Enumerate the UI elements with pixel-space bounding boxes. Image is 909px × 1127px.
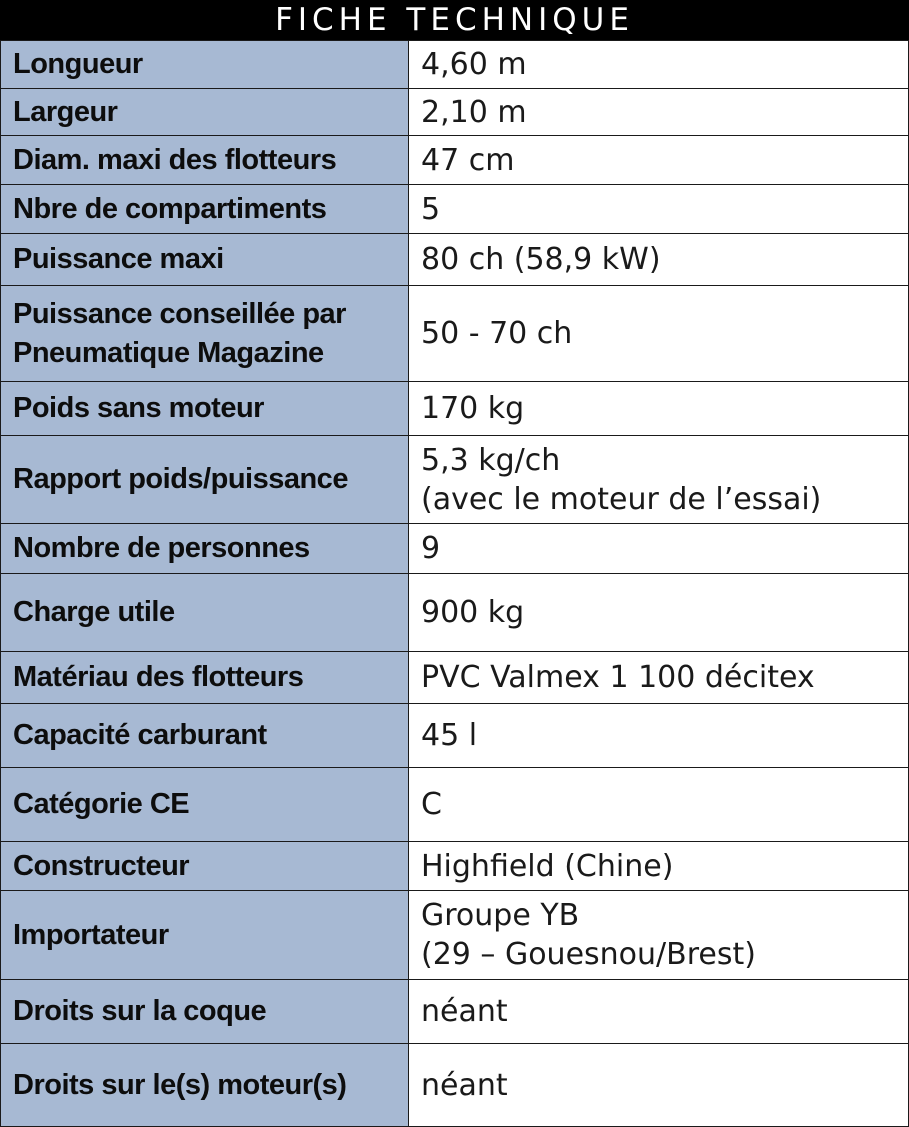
row-label: Poids sans moteur (1, 382, 409, 436)
sheet-title: FICHE TECHNIQUE (0, 0, 909, 40)
row-label-line: Puissance conseillée par (13, 297, 346, 330)
table-row (1, 768, 909, 842)
table-row (1, 1044, 909, 1127)
row-value: 45 l (409, 704, 909, 768)
row-value: 4,60 m (409, 41, 909, 89)
row-value: 50 - 70 ch (409, 286, 909, 382)
table-row (1, 234, 909, 286)
row-label-line: Pneumatique Magazine (13, 336, 324, 369)
table-row (1, 89, 909, 136)
spec-table (0, 40, 909, 1127)
row-label: Importateur (1, 891, 409, 980)
row-value: 2,10 m (409, 89, 909, 136)
row-label: Puissance maxi (1, 234, 409, 286)
table-row (1, 136, 909, 185)
row-label: Diam. maxi des flotteurs (1, 136, 409, 185)
table-row (1, 980, 909, 1044)
row-value: PVC Valmex 1 100 décitex (409, 652, 909, 704)
table-row (1, 382, 909, 436)
table-row (1, 652, 909, 704)
row-label: Nbre de compartiments (1, 185, 409, 234)
row-value: 900 kg (409, 574, 909, 652)
row-value (409, 436, 909, 524)
row-label: Longueur (1, 41, 409, 89)
table-row (1, 842, 909, 891)
row-value: 9 (409, 524, 909, 574)
row-value: néant (409, 980, 909, 1044)
row-label: Matériau des flotteurs (1, 652, 409, 704)
row-label: Nombre de personnes (1, 524, 409, 574)
row-label: Largeur (1, 89, 409, 136)
table-row (1, 704, 909, 768)
table-row (1, 574, 909, 652)
row-value (409, 891, 909, 980)
row-value: 80 ch (58,9 kW) (409, 234, 909, 286)
row-value-line: (avec le moteur de l’essai) (421, 481, 822, 517)
row-label: Charge utile (1, 574, 409, 652)
row-label: Catégorie CE (1, 768, 409, 842)
row-label (1, 286, 409, 382)
row-label: Constructeur (1, 842, 409, 891)
row-value: 170 kg (409, 382, 909, 436)
row-value: 5 (409, 185, 909, 234)
row-label: Droits sur le(s) moteur(s) (1, 1044, 409, 1127)
table-row (1, 185, 909, 234)
row-value-line: (29 – Gouesnou/Brest) (421, 937, 756, 972)
table-row (1, 436, 909, 524)
row-label: Droits sur la coque (1, 980, 409, 1044)
row-value-line: Groupe YB (421, 898, 580, 933)
row-label: Rapport poids/puissance (1, 436, 409, 524)
table-row (1, 286, 909, 382)
row-label: Capacité carburant (1, 704, 409, 768)
row-value-line: 5,3 kg/ch (421, 442, 561, 478)
row-value: C (409, 768, 909, 842)
row-value: 47 cm (409, 136, 909, 185)
row-value: néant (409, 1044, 909, 1127)
row-value: Highfield (Chine) (409, 842, 909, 891)
table-row (1, 524, 909, 574)
table-row (1, 891, 909, 980)
table-row (1, 41, 909, 89)
